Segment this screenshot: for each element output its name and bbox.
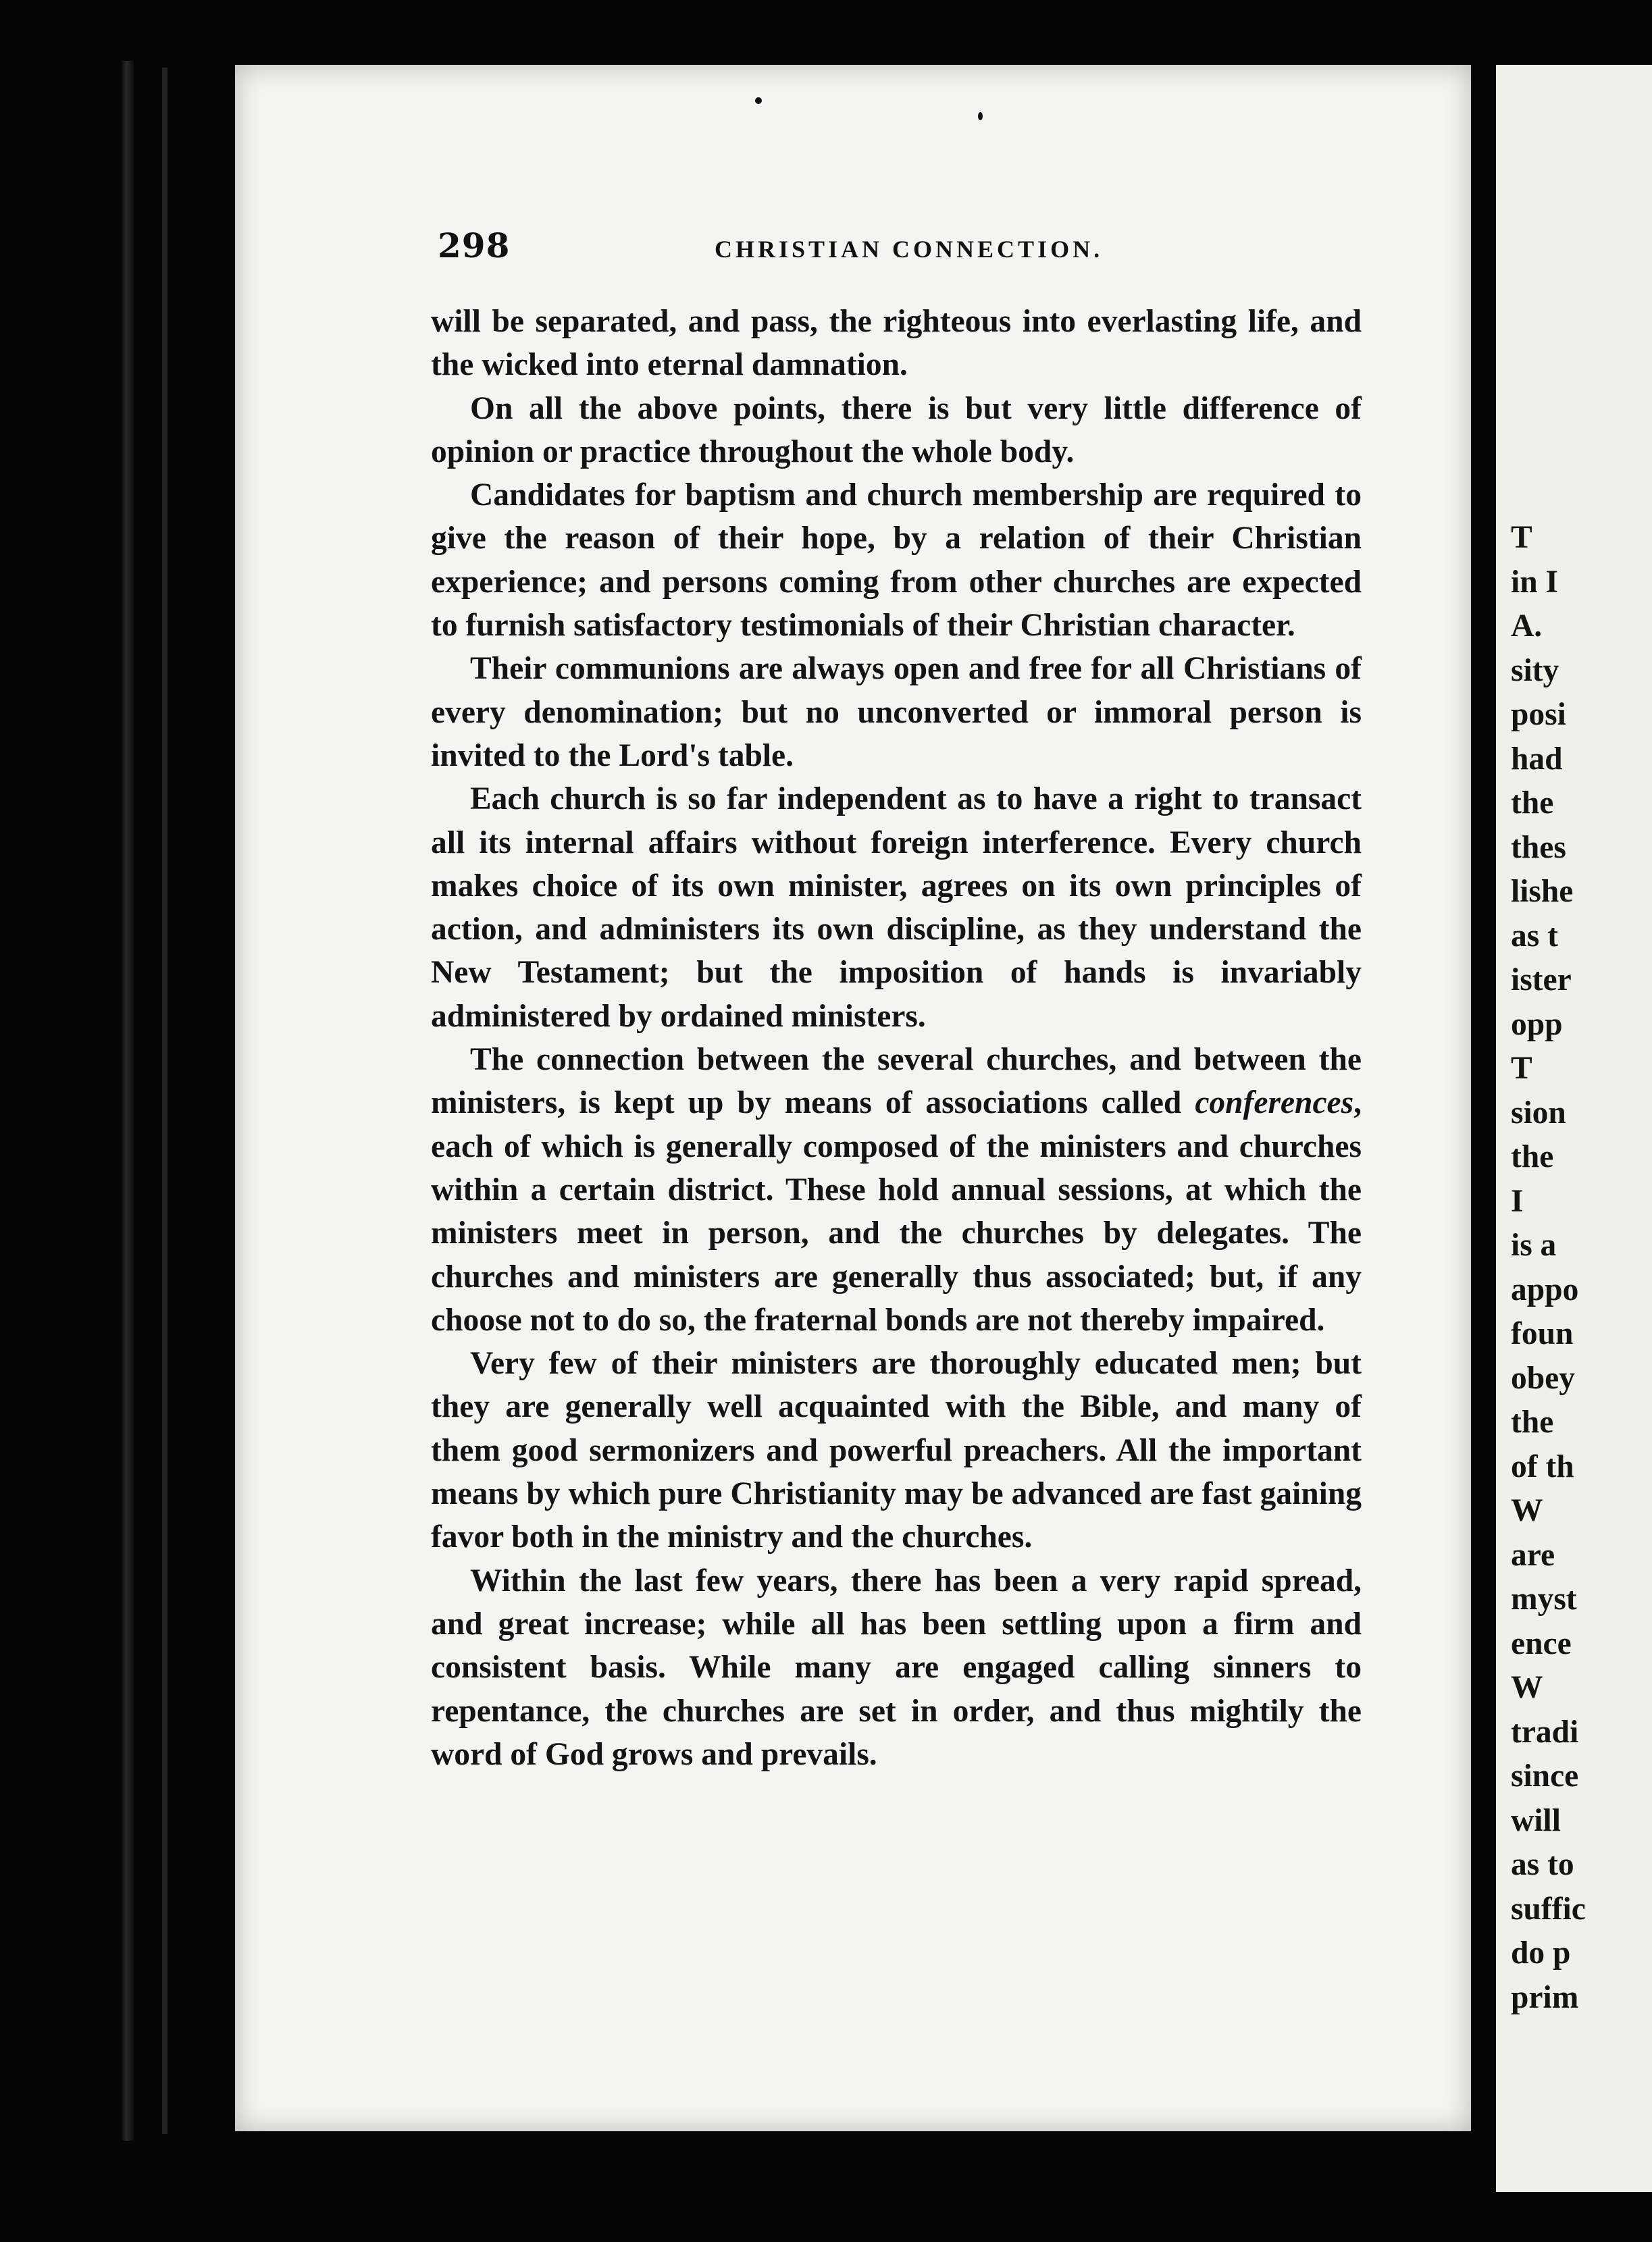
print-speck: [978, 112, 983, 120]
paragraph-7: Very few of their ministers are thoroughly educated men; but they are generally well acquainted with the Bible, and many of them good sermonizers and powerful preachers. All the important means by which pure Christianity may be advanced are fast gaining favor both in the ministry and the churches.: [431, 1346, 1362, 1555]
paragraph-2: On all the above points, there is but very little difference of opinion or practice throughout the whole body.: [431, 390, 1362, 469]
paragraph-6: [431, 1038, 1362, 1342]
paragraph-1: will be separated, and pass, the righteous into everlasting life, and the wicked into eternal damnation.: [431, 304, 1362, 383]
book-binding-edge-inner: [162, 68, 167, 2134]
paragraph-6-italic-term: conferences: [1195, 1085, 1354, 1121]
paragraph-5: Each church is so far independent as to have a right to transact all its internal affairs without foreign interference. Every church makes choice of its own minister, agrees on its own principles of action, and administers its own discipline, as they understand the New Testament; but the imposition of hands is invariably administered by ordained ministers.: [431, 781, 1362, 1034]
paragraph-6-start: The connection between the several churches, and between the ministers, is kept up by means of associations called: [431, 1042, 1362, 1121]
body-text: [431, 300, 1362, 1776]
print-speck: [755, 97, 762, 104]
left-page: [235, 65, 1471, 2131]
paragraph-8: Within the last few years, there has been a very rapid spread, and great increase; while all has been settling upon a firm and consistent basis. While many are engaged calling sinners to repentance, the churches are set in order, and thus mightily the word of God grows and prevails.: [431, 1563, 1362, 1772]
paragraph-4: Their communions are always open and free for all Christians of every denomination; but no unconverted or immoral person is invited to the Lord's table.: [431, 651, 1362, 773]
paragraph-6-end: , each of which is generally composed of the ministers and churches within a certain district. These hold annual sessions, at which the ministers meet in person, and the churches by delegates. The churches and ministers are generally thus associated; but, if any choose not to do so, the fraternal bonds are not thereby impaired.: [431, 1085, 1362, 1338]
running-head: CHRISTIAN CONNECTION.: [715, 236, 1104, 263]
facing-page-text-fragments: T in I A. sity posi had the thes lishe as t ister opp T sion the I is a appo foun obey the of th W are myst ence W tradi since will as to suffic do p prim: [1511, 520, 1586, 2015]
paragraph-3: Candidates for baptism and church membership are required to give the reason of their hope, by a relation of their Christian experience; and persons coming from other churches are expected to furnish satisfactory testimonials of their Christian character.: [431, 477, 1362, 644]
page-number: 298: [438, 226, 511, 265]
facing-page-edge: [1496, 65, 1652, 2192]
book-binding-edge: [122, 61, 134, 2141]
page-header: [438, 226, 1376, 286]
